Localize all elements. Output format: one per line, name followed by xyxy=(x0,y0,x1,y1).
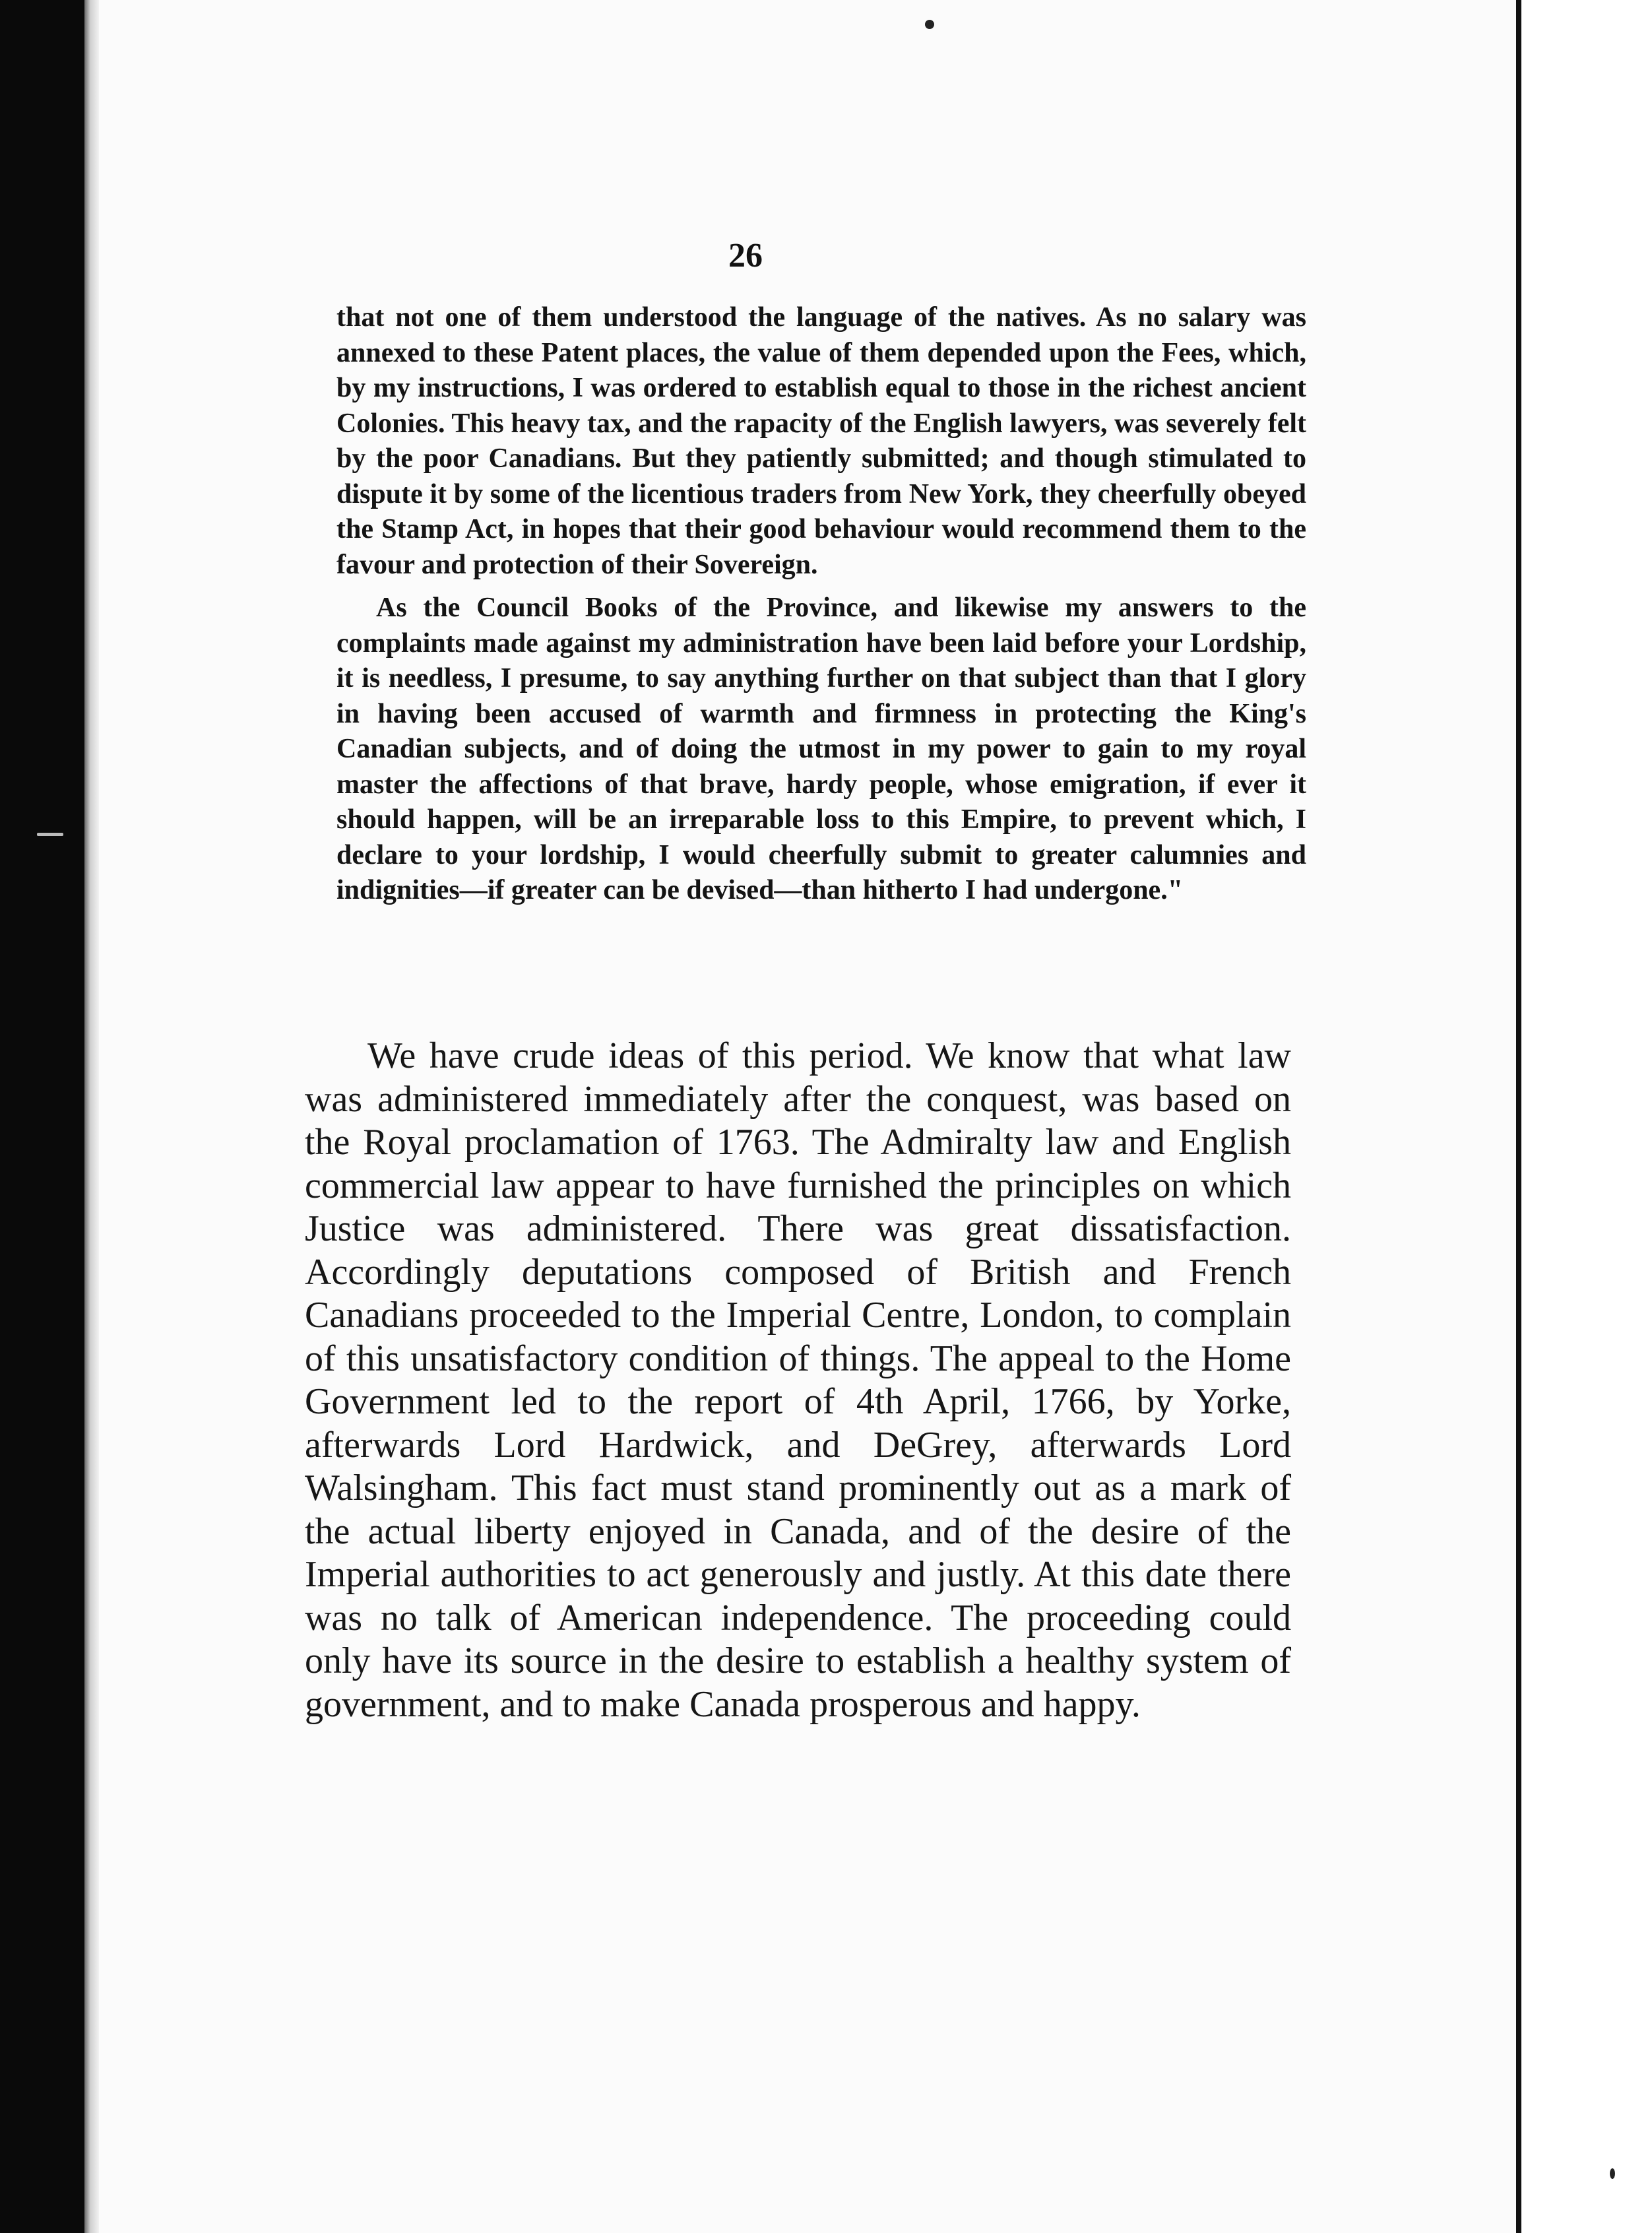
scan-border-shadow xyxy=(84,0,99,2233)
scan-border-left xyxy=(0,0,84,2233)
quote-paragraph: As the Council Books of the Province, and likewise my answers to the complaints made against my administration have been laid before your Lordship, it is needless, I presume, to say anything further on that subject than that I glory in having been accused of warmth and firmness in protecting the King's Canadian subjects, and of doing the utmost in my power to gain to my royal master the affections of that brave, hardy people, whose emigration, if ever it should happen, will be an irreparable loss to this Empire, to prevent which, I declare to your lordship, I would cheerfully submit to greater calumnies and indignities—if greater can be devised—than hitherto I had undergone." xyxy=(336,593,1306,905)
scan-speck xyxy=(1610,2168,1615,2179)
scan-speck xyxy=(37,833,63,836)
quoted-letter xyxy=(336,300,1306,909)
page-edge-right xyxy=(1516,0,1521,2233)
page-number: 26 xyxy=(728,237,763,275)
scan-speck xyxy=(925,20,934,29)
body-paragraph: We have crude ideas of this period. We know that what law was administered immediately after the conquest, was based on the Royal proclamation of 1763. The Admiralty law and English commercial law appear to have furnished the principles on which Justice was administered. There was great dissatisfaction. Accordingly deputations composed of British and French Canadians proceeded to the Imperial Centre, London, to complain of this unsatisfactory condition of things. The appeal to the Home Government led to the report of 4th April, 1766, by Yorke, afterwards Lord Hardwick, and DeGrey, afterwards Lord Walsingham. This fact must stand prominently out as a mark of the actual liberty enjoyed in Canada, and of the desire of the Imperial authorities to act generously and justly. At this date there was no talk of American independence. The proceeding could only have its source in the desire to establish a healthy system of government, and to make Canada prosperous and happy. xyxy=(305,1035,1291,1725)
quote-paragraph: that not one of them understood the language of the natives. As no salary was annexed to these Patent places, the value of them depended upon the Fees, which, by my instructions, I was ordered to establish equal to those in the richest ancient Colonies. This heavy tax, and the rapacity of the English lawyers, was severely felt by the poor Canadians. But they patiently submitted; and though stimulated to dispute it by some of the licentious traders from New York, they cheerfully obeyed the Stamp Act, in hopes that their good behaviour would recommend them to the favour and protection of their Sovereign. xyxy=(336,302,1306,580)
body-text xyxy=(305,1035,1291,1726)
